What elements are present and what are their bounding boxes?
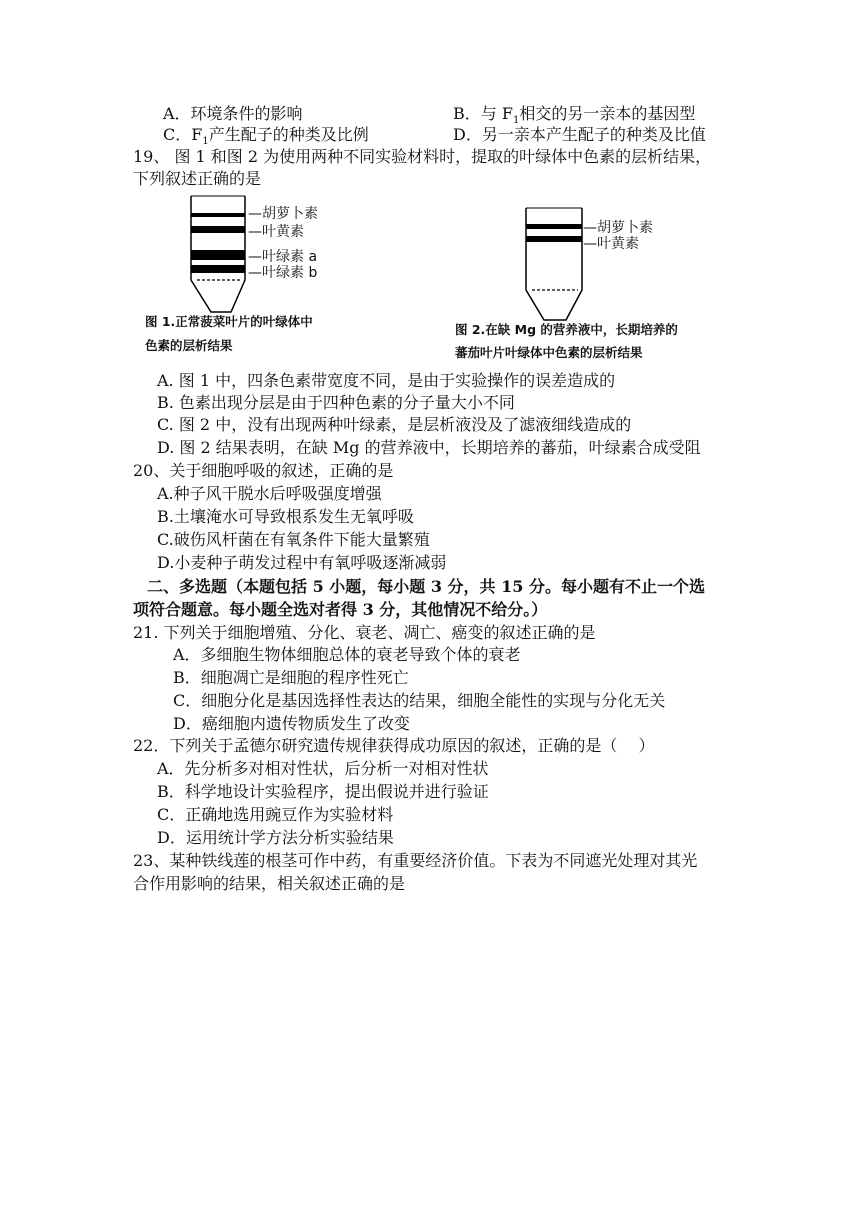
- q21-option-a: A．多细胞生物体细胞总体的衰老导致个体的衰老: [173, 645, 521, 664]
- fig2-caption-line2: 蕃茄叶片叶绿体中色素的层析结果: [455, 345, 643, 360]
- section-2-heading-line1: 二、多选题（本题包括 5 小题，每小题 3 分，共 15 分。每小题有不止一个选: [147, 577, 705, 596]
- fig1-band-chlorophyll-b: [191, 265, 245, 273]
- q18-option-d: D．另一亲本产生配子的种类及比值: [453, 125, 706, 144]
- q20-option-b: B.土壤淹水可导致根系发生无氧呼吸: [157, 507, 414, 526]
- q19-option-d: D. 图 2 结果表明，在缺 Mg 的营养液中，长期培养的蕃茄，叶绿素合成受阻: [157, 438, 701, 457]
- q19-option-c: C. 图 2 中，没有出现两种叶绿素，是层析液没及了滤液细线造成的: [157, 415, 632, 434]
- q19-option-a: A. 图 1 中，四条色素带宽度不同，是由于实验操作的误差造成的: [157, 371, 616, 390]
- q22-stem: 22．下列关于孟德尔研究遗传规律获得成功原因的叙述，正确的是（ ）: [133, 736, 655, 755]
- q23-stem-line2: 合作用影响的结果，相关叙述正确的是: [133, 874, 406, 893]
- q22-option-c: C．正确地选用豌豆作为实验材料: [157, 805, 394, 824]
- figure-1-chromatogram: [185, 194, 255, 316]
- q21-stem: 21. 下列关于细胞增殖、分化、衰老、凋亡、癌变的叙述正确的是: [133, 623, 596, 642]
- q20-option-c: C.破伤风杆菌在有氧条件下能大量繁殖: [157, 530, 430, 549]
- q18-option-c: C．$F_1$产生配子的种类及比例: [163, 125, 369, 148]
- q22-option-b: B．科学地设计实验程序，提出假说并进行验证: [157, 782, 489, 801]
- fig1-label-chlorophyll-b: —叶绿素 b: [248, 265, 318, 281]
- q18-option-a: A．环境条件的影响: [163, 104, 303, 123]
- fig1-caption-line2: 色素的层析结果: [145, 338, 233, 353]
- q23-stem-line1: 23、某种铁线莲的根茎可作中药，有重要经济价值。下表为不同遮光处理对其光: [133, 851, 698, 870]
- fig2-caption-line1: 图 2.在缺 Mg 的营养液中，长期培养的: [455, 322, 678, 337]
- q21-option-c: C．细胞分化是基因选择性表达的结果，细胞全能性的实现与分化无关: [173, 691, 666, 710]
- q19-stem-line1: 19、 图 1 和图 2 为使用两种不同实验材料时，提取的叶绿体中色素的层析结果，: [133, 147, 712, 166]
- q21-option-b: B．细胞凋亡是细胞的程序性死亡: [173, 668, 409, 687]
- q22-option-a: A．先分析多对相对性状，后分析一对相对性状: [157, 759, 489, 778]
- fig1-caption-line1: 图 1.正常菠菜叶片的叶绿体中: [145, 314, 313, 329]
- q19-option-b: B. 色素出现分层是由于四种色素的分子量大小不同: [157, 393, 515, 412]
- section-2-heading-line2: 项符合题意。每小题全选对者得 3 分，其他情况不给分。）: [133, 600, 548, 619]
- fig1-band-chlorophyll-a: [191, 250, 245, 260]
- q20-option-a: A.种子风干脱水后呼吸强度增强: [157, 484, 382, 503]
- fig1-label-chlorophyll-a: —叶绿素 a: [248, 249, 318, 265]
- q18-option-b: B．与 $F_1$相交的另一亲本的基因型: [453, 104, 696, 127]
- fig2-label-xanthophyll: —叶黄素: [583, 236, 639, 252]
- q19-stem-line2: 下列叙述正确的是: [133, 169, 262, 188]
- fig1-label-xanthophyll: —叶黄素: [248, 224, 304, 240]
- figure-2-chromatogram: [520, 206, 590, 324]
- fig2-band-carotene: [526, 224, 582, 229]
- q22-option-d: D．运用统计学方法分析实验结果: [157, 828, 394, 847]
- q20-stem: 20、关于细胞呼吸的叙述，正确的是: [133, 461, 394, 480]
- fig1-label-carotene: —胡萝卜素: [248, 206, 318, 222]
- fig2-band-xanthophyll: [526, 236, 582, 242]
- fig1-band-carotene: [191, 213, 245, 217]
- fig1-band-xanthophyll: [191, 226, 245, 233]
- fig2-label-carotene: —胡萝卜素: [583, 220, 653, 236]
- q20-option-d: D.小麦种子萌发过程中有氧呼吸逐渐减弱: [157, 553, 447, 572]
- q21-option-d: D．癌细胞内遗传物质发生了改变: [173, 714, 410, 733]
